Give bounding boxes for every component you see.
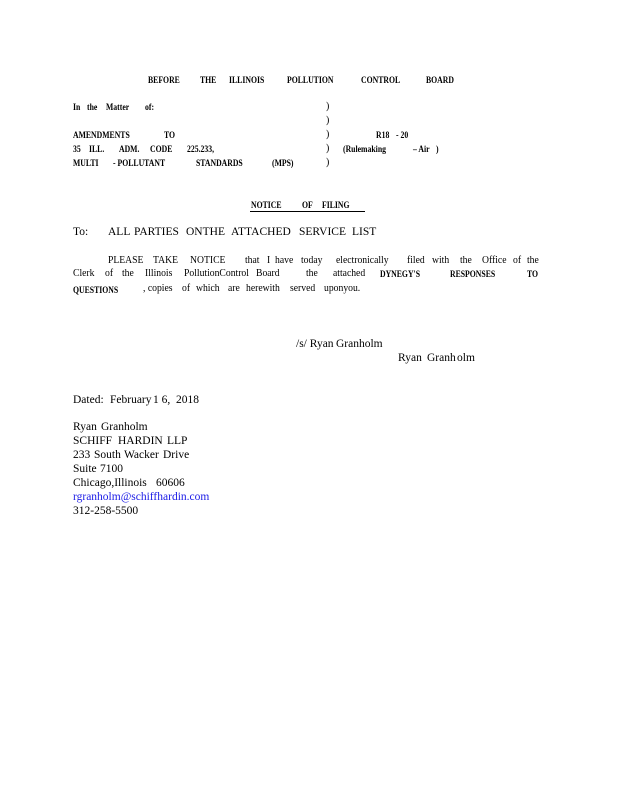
body-word: uponyou. bbox=[324, 283, 361, 294]
body-word: of bbox=[513, 255, 522, 266]
caption-the: the bbox=[87, 102, 98, 112]
caption-ill: ILL. bbox=[89, 144, 105, 154]
header-pollution: POLLUTION bbox=[287, 75, 334, 85]
caption-35: 35 bbox=[73, 144, 81, 154]
body-word: Office bbox=[482, 255, 507, 266]
body-word: served bbox=[290, 283, 316, 294]
caption-mps: (MPS) bbox=[272, 158, 294, 168]
caption-paren-2: ) bbox=[326, 115, 330, 126]
body-word: PollutionControl bbox=[184, 268, 249, 279]
caption-matter: Matter bbox=[106, 102, 130, 112]
caption-pollutant: - POLLUTANT bbox=[113, 158, 166, 168]
body-word: of bbox=[105, 268, 114, 279]
body-word: electronically bbox=[336, 255, 389, 266]
notice-title-notice: NOTICE bbox=[251, 200, 282, 210]
body-word: that bbox=[245, 255, 260, 266]
docket-20: - 20 bbox=[396, 130, 409, 140]
to-label: To: bbox=[73, 226, 89, 238]
caption-code: CODE bbox=[150, 144, 173, 154]
caption-multi: MULTI bbox=[73, 158, 99, 168]
header-illinois: ILLINOIS bbox=[229, 75, 265, 85]
caption-paren-1: ) bbox=[326, 101, 330, 112]
to-parties: PARTIES bbox=[134, 226, 179, 238]
dated-label: Dated: bbox=[73, 394, 104, 406]
signature-name-granh: Granh bbox=[427, 352, 456, 364]
contact-street-drive: Drive bbox=[163, 449, 190, 461]
dated-month: February bbox=[110, 394, 152, 406]
to-all: ALL bbox=[108, 226, 131, 238]
body-word: PLEASE bbox=[108, 255, 144, 266]
contact-firm-llp: LLP bbox=[167, 435, 188, 447]
to-service: SERVICE bbox=[299, 226, 346, 238]
caption-to: TO bbox=[164, 130, 176, 140]
signature-name-first: Ryan bbox=[398, 352, 422, 364]
contact-name-first: Ryan bbox=[73, 421, 97, 433]
rulemaking-close: ) bbox=[436, 144, 439, 154]
body-word: attached bbox=[333, 268, 366, 279]
body-word: today bbox=[301, 255, 323, 266]
to-onthe: ONTHE bbox=[186, 226, 225, 238]
body-questions: QUESTIONS bbox=[73, 285, 119, 295]
contact-city: Chicago,Illinois bbox=[73, 477, 147, 489]
body-word: , copies bbox=[143, 283, 173, 294]
body-word: Illinois bbox=[145, 268, 173, 279]
body-word: Board bbox=[256, 268, 280, 279]
caption-paren-5: ) bbox=[326, 157, 330, 168]
rulemaking-air: – Air bbox=[413, 144, 430, 154]
contact-firm-hardin: HARDIN bbox=[118, 435, 163, 447]
contact-suite-number: 7100 bbox=[100, 463, 123, 475]
caption-in: In bbox=[73, 102, 81, 112]
docket-r18: R18 bbox=[376, 130, 390, 140]
contact-phone: 312-258-5500 bbox=[73, 505, 139, 517]
header-the: THE bbox=[200, 75, 217, 85]
caption-adm: ADM. bbox=[119, 144, 140, 154]
caption-standards: STANDARDS bbox=[196, 158, 243, 168]
contact-zip: 60606 bbox=[156, 477, 185, 489]
to-list: LIST bbox=[352, 226, 377, 238]
body-word: the bbox=[460, 255, 472, 266]
body-word: which bbox=[196, 283, 220, 294]
contact-street-wacker: Wacker bbox=[124, 449, 159, 461]
dated-day: 1 6, bbox=[153, 394, 171, 406]
header-board: BOARD bbox=[426, 75, 454, 85]
body-word: herewith bbox=[246, 283, 280, 294]
caption-of: of: bbox=[145, 102, 155, 112]
body-word: of bbox=[182, 283, 191, 294]
body-word: NOTICE bbox=[190, 255, 226, 266]
contact-suite-label: Suite bbox=[73, 463, 97, 475]
body-responses: RESPONSES bbox=[450, 269, 496, 279]
rulemaking-label: (Rulemaking bbox=[343, 144, 387, 154]
notice-title-underline bbox=[250, 211, 365, 212]
signature-slash-surname: Granholm bbox=[336, 338, 383, 350]
body-word: filed bbox=[407, 255, 425, 266]
body-word: Clerk bbox=[73, 268, 95, 279]
caption-amendments: AMENDMENTS bbox=[73, 130, 130, 140]
contact-name-last: Granholm bbox=[101, 421, 148, 433]
contact-street-number: 233 bbox=[73, 449, 91, 461]
header-control: CONTROL bbox=[361, 75, 401, 85]
body-word: the bbox=[527, 255, 539, 266]
caption-paren-4: ) bbox=[326, 143, 330, 154]
signature-slash: /s/ Ryan bbox=[296, 338, 334, 350]
signature-name-olm: olm bbox=[457, 352, 475, 364]
contact-street-south: South bbox=[94, 449, 121, 461]
header-before: BEFORE bbox=[148, 75, 180, 85]
body-word: TAKE bbox=[153, 255, 178, 266]
contact-email-link[interactable]: rgranholm@schiffhardin.com bbox=[73, 491, 210, 503]
body-word: I bbox=[267, 255, 271, 266]
notice-title-of: OF bbox=[302, 200, 313, 210]
contact-firm-schiff: SCHIFF bbox=[73, 435, 112, 447]
notice-title-filing: FILING bbox=[322, 200, 350, 210]
body-word: are bbox=[228, 283, 240, 294]
body-word: with bbox=[432, 255, 450, 266]
caption-paren-3: ) bbox=[326, 129, 330, 140]
body-word: the bbox=[122, 268, 134, 279]
caption-section: 225.233, bbox=[187, 144, 215, 154]
dated-year: 2018 bbox=[176, 394, 199, 406]
body-word: have bbox=[275, 255, 294, 266]
to-attached: ATTACHED bbox=[231, 226, 291, 238]
body-to: TO bbox=[527, 269, 539, 279]
body-dynegy: DYNEGY'S bbox=[380, 269, 421, 279]
body-word: the bbox=[306, 268, 318, 279]
